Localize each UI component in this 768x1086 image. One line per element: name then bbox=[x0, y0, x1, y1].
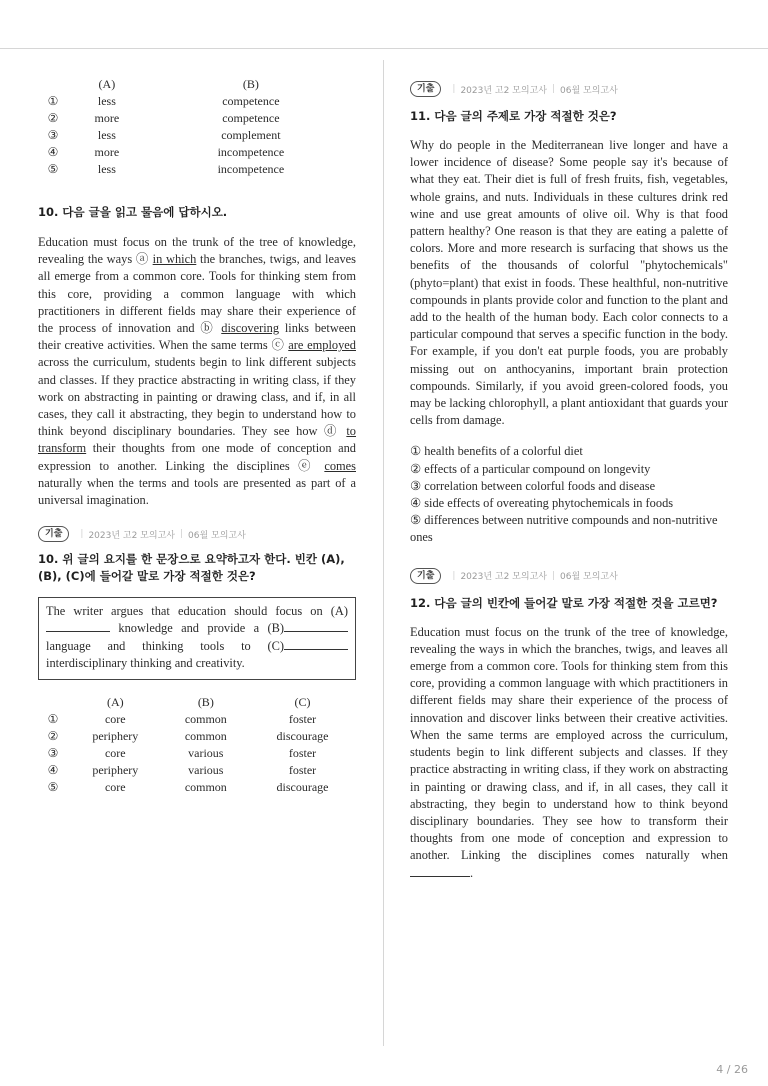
option-b: various bbox=[188, 746, 224, 761]
underlined-a: in which bbox=[152, 252, 197, 267]
option-a: periphery bbox=[92, 729, 139, 744]
choice-5[interactable]: ⑤ differences between nutritive compounds and non-nutritive ones bbox=[410, 513, 718, 545]
option-row bbox=[38, 728, 356, 745]
options-header-b: (B) bbox=[197, 695, 214, 710]
q11-title: 11. 다음 글의 주제로 가장 적절한 것은? bbox=[410, 109, 617, 123]
option-a: more bbox=[94, 111, 120, 125]
left-column bbox=[38, 76, 356, 796]
choice-4[interactable]: ④ side effects of overeating phytochemicals in foods bbox=[410, 496, 674, 511]
source-year: 2023년 고2 모의고사 bbox=[460, 85, 547, 96]
prev-options-table bbox=[38, 76, 356, 178]
option-number: ③ bbox=[47, 128, 59, 142]
q10b-options-table bbox=[38, 694, 356, 796]
option-row bbox=[38, 110, 356, 127]
page-number: 4 / 26 bbox=[716, 1063, 748, 1076]
option-number: ⑤ bbox=[47, 162, 59, 176]
option-row bbox=[38, 711, 356, 728]
option-row bbox=[38, 762, 356, 779]
option-b: incompetence bbox=[217, 162, 285, 176]
option-number: ② bbox=[47, 111, 59, 125]
q12-title: 12. 다음 글의 빈칸에 들어갈 말로 가장 적절한 것을 고르면? bbox=[410, 595, 718, 610]
option-row bbox=[38, 779, 356, 796]
q10b-source: 기출 | 2023년 고2 모의고사 | 06월 모의고사 bbox=[38, 525, 356, 543]
option-a: core bbox=[104, 712, 126, 727]
option-row bbox=[38, 161, 356, 178]
option-b: various bbox=[188, 763, 224, 778]
q10-passage: Education must focus on the trunk of the tree of knowledge, revealing the ways ⓐ in which the branches, twigs, and leaves all emerge from a common core. Tools for thinking stem from this core, providing a common language with which practitioners in different fields may share their experience of the process of innovation and ⓑ discovering links between their creative activities. When the same terms ⓒ are employed across the curriculum, students begin to link different subjects and classes. If they practice abstracting in writing class, if they work on abstracting in painting or drawing class, and if, in all cases, they call it abstracting, they begin to understand how to think beyond disciplinary boundaries. They see how ⓓ to transform their thoughts from one mode of conception and expression to another. Linking the disciplines ⓔ comes naturally when the terms and tools are presented as part of a universal imagination. bbox=[38, 235, 356, 508]
column-divider bbox=[383, 60, 384, 1046]
options-header-a: (A) bbox=[98, 77, 116, 91]
q12-source: 기출 | 2023년 고2 모의고사 | 06월 모의고사 bbox=[410, 567, 728, 585]
option-c: foster bbox=[288, 712, 317, 727]
option-b: common bbox=[184, 729, 227, 744]
option-row bbox=[38, 127, 356, 144]
options-header-a: (A) bbox=[106, 695, 124, 710]
q11-passage: Why do people in the Mediterranean live longer and have a lower incidence of disease? Some people say it's because of what they eat. Their diet is full of fresh fruits, fish, vegetables, whole grains, and nuts. Individuals in these cultures drink red wine and use great amounts of olive oil. Why is that food pattern healthy? One reason is that they are eating a palette of colors. More and more research is surfacing that shows us the benefits of the thousands of colorful "phytochemicals" (phyto=plant) that exist in foods. These healthful, non-nutritive compounds in plants provide color and function to the plant and add to the health of the human body. Each color connects to a particular compound that serves a specific function in the body. For example, if you don't eat purple foods, you are probably missing out on anthocyanins, important brain protection compounds. Similarly, if you avoid green-colored foods, you may be lacking chlorophyll, a plant antioxidant that guards your cells from damage. bbox=[410, 138, 728, 428]
option-b: competence bbox=[222, 111, 280, 125]
right-column bbox=[410, 80, 728, 882]
blank-a bbox=[46, 620, 110, 632]
option-row bbox=[38, 93, 356, 110]
option-number: ③ bbox=[47, 746, 59, 761]
option-number: ② bbox=[47, 729, 59, 744]
source-exam: 06월 모의고사 bbox=[560, 85, 618, 96]
source-year: 2023년 고2 모의고사 bbox=[460, 572, 547, 583]
header-rule bbox=[0, 48, 768, 49]
underlined-e: comes bbox=[324, 458, 356, 473]
option-a: core bbox=[104, 746, 126, 761]
q12-passage: Education must focus on the trunk of the tree of knowledge, revealing the ways in which the branches, twigs, and leaves all emerge from a common core. Tools for thinking stem from this core, providing a common language with which practitioners in different fields may share their experience of the process of innovation and discover links between their creative activities. When the same terms are employed across the curriculum, students begin to link different subjects and classes. If they practice abstracting in writing class, if they work on abstracting in painting or drawing class, and if, in all cases, they call it abstracting, they begin to understand how to think beyond disciplinary boundaries. They see how to transform their thoughts from one mode of conception and expression to another. Linking the disciplines comes naturally when . bbox=[410, 624, 728, 880]
option-b: common bbox=[184, 780, 227, 795]
underlined-c: are employed bbox=[288, 338, 356, 353]
underlined-b: discovering bbox=[221, 321, 280, 336]
option-b: incompetence bbox=[217, 145, 285, 159]
option-c: discourage bbox=[276, 780, 329, 795]
blank-c bbox=[284, 638, 348, 650]
option-number: ④ bbox=[47, 763, 59, 778]
source-exam: 06월 모의고사 bbox=[188, 530, 246, 541]
q12-blank bbox=[410, 865, 470, 877]
options-header-b: (B) bbox=[242, 77, 259, 91]
option-a: less bbox=[97, 162, 116, 176]
option-b: competence bbox=[222, 94, 280, 108]
source-badge: 기출 bbox=[410, 568, 441, 584]
choice-3[interactable]: ③ correlation between colorful foods and disease bbox=[410, 478, 656, 493]
choice-1[interactable]: ① health benefits of a colorful diet bbox=[410, 444, 583, 459]
option-a: core bbox=[104, 780, 126, 795]
q10-instruction: 10. 다음 글을 읽고 물음에 답하시오. bbox=[38, 205, 228, 219]
q11-choices bbox=[410, 443, 728, 546]
choice-2[interactable]: ② effects of a particular compound on longevity bbox=[410, 461, 651, 476]
option-c: foster bbox=[288, 746, 317, 761]
option-a: less bbox=[97, 128, 116, 142]
options-header-c: (C) bbox=[294, 695, 311, 710]
q11-source: 기출 | 2023년 고2 모의고사 | 06월 모의고사 bbox=[410, 80, 728, 98]
option-number: ④ bbox=[47, 145, 59, 159]
option-b: complement bbox=[221, 128, 281, 142]
source-badge: 기출 bbox=[38, 526, 69, 542]
option-row bbox=[38, 144, 356, 161]
option-b: common bbox=[184, 712, 227, 727]
option-number: ⑤ bbox=[47, 780, 59, 795]
option-number: ① bbox=[47, 94, 59, 108]
option-number: ① bbox=[47, 712, 59, 727]
option-a: more bbox=[94, 145, 120, 159]
q10b-title: 10. 위 글의 요지를 한 문장으로 요약하고자 한다. 빈칸 (A), (B), (C)에 들어갈 말로 가장 적절한 것은? bbox=[38, 552, 345, 584]
summary-box: The writer argues that education should focus on (A) knowledge and provide a (B) language and thinking tools to (C) interdisciplinary thinking and creativity. bbox=[38, 597, 356, 680]
blank-b bbox=[284, 620, 348, 632]
option-row bbox=[38, 745, 356, 762]
option-a: less bbox=[97, 94, 116, 108]
option-c: foster bbox=[288, 763, 317, 778]
source-exam: 06월 모의고사 bbox=[560, 572, 618, 583]
option-a: periphery bbox=[92, 763, 139, 778]
source-badge: 기출 bbox=[410, 81, 441, 97]
underlined-d: to transform bbox=[38, 424, 356, 456]
source-year: 2023년 고2 모의고사 bbox=[88, 530, 175, 541]
option-c: discourage bbox=[276, 729, 329, 744]
